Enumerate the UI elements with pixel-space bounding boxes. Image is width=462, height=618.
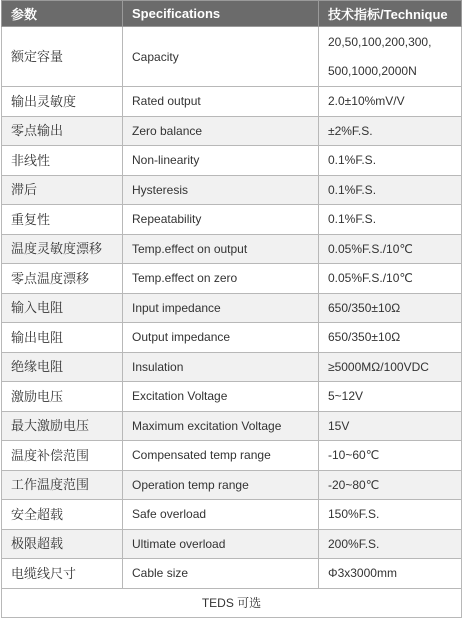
param-cell: 绝缘电阻 [2, 352, 123, 382]
table-row [2, 264, 462, 294]
value-cell: 0.1%F.S. [319, 146, 462, 176]
value-cell: 0.05%F.S./10℃ [319, 234, 462, 264]
value-cell: ≥5000MΩ/100VDC [319, 352, 462, 382]
spec-cell: Capacity [123, 27, 319, 87]
spec-cell: Zero balance [123, 116, 319, 146]
table-row [2, 500, 462, 530]
table-row [2, 323, 462, 353]
spec-cell: Hysteresis [123, 175, 319, 205]
value-cell: 650/350±10Ω [319, 293, 462, 323]
param-cell: 电缆线尺寸 [2, 559, 123, 589]
spec-cell: Temp.effect on zero [123, 264, 319, 294]
value-cell: 0.1%F.S. [319, 205, 462, 235]
param-cell: 额定容量 [2, 27, 123, 87]
spec-cell: Temp.effect on output [123, 234, 319, 264]
table-row [2, 293, 462, 323]
spec-cell: Insulation [123, 352, 319, 382]
spec-cell: Repeatability [123, 205, 319, 235]
param-cell: 温度灵敏度漂移 [2, 234, 123, 264]
spec-cell: Cable size [123, 559, 319, 589]
table-row [2, 205, 462, 235]
spec-cell: Operation temp range [123, 470, 319, 500]
param-cell: 极限超载 [2, 529, 123, 559]
value-cell: 5~12V [319, 382, 462, 412]
value-cell: 200%F.S. [319, 529, 462, 559]
param-cell: 零点输出 [2, 116, 123, 146]
table-row [2, 116, 462, 146]
value-line: 500,1000,2000N [328, 63, 417, 78]
value-cell: 15V [319, 411, 462, 441]
value-cell: 150%F.S. [319, 500, 462, 530]
param-cell: 输入电阻 [2, 293, 123, 323]
value-cell [319, 27, 462, 87]
spec-cell: Rated output [123, 87, 319, 117]
header-technique: 技术指标/Technique [319, 1, 462, 27]
param-cell: 安全超载 [2, 500, 123, 530]
param-cell: 输出灵敏度 [2, 87, 123, 117]
spec-cell: Non-linearity [123, 146, 319, 176]
table-row [2, 470, 462, 500]
table-row [2, 352, 462, 382]
value-cell: 650/350±10Ω [319, 323, 462, 353]
table-row [2, 27, 462, 87]
spec-cell: Input impedance [123, 293, 319, 323]
value-cell: 0.1%F.S. [319, 175, 462, 205]
table-row [2, 87, 462, 117]
table-row [2, 146, 462, 176]
header-param: 参数 [2, 1, 123, 27]
header-row [2, 1, 462, 27]
table-row [2, 559, 462, 589]
value-cell: -20~80℃ [319, 470, 462, 500]
param-cell: 最大激励电压 [2, 411, 123, 441]
teds-optional-note: TEDS 可选 [2, 588, 462, 617]
param-cell: 重复性 [2, 205, 123, 235]
header-specifications: Specifications [123, 1, 319, 27]
spec-cell: Ultimate overload [123, 529, 319, 559]
table-row [2, 441, 462, 471]
spec-cell: Maximum excitation Voltage [123, 411, 319, 441]
value-cell: -10~60℃ [319, 441, 462, 471]
table-row [2, 382, 462, 412]
param-cell: 工作温度范围 [2, 470, 123, 500]
value-line: 20,50,100,200,300, [328, 34, 432, 49]
param-cell: 非线性 [2, 146, 123, 176]
spec-cell: Excitation Voltage [123, 382, 319, 412]
value-cell: Φ3x3000mm [319, 559, 462, 589]
table-row [2, 234, 462, 264]
spec-cell: Safe overload [123, 500, 319, 530]
param-cell: 滞后 [2, 175, 123, 205]
param-cell: 激励电压 [2, 382, 123, 412]
value-cell: ±2%F.S. [319, 116, 462, 146]
value-cell: 2.0±10%mV/V [319, 87, 462, 117]
param-cell: 零点温度漂移 [2, 264, 123, 294]
spec-table [1, 0, 462, 618]
param-cell: 温度补偿范围 [2, 441, 123, 471]
param-cell: 输出电阻 [2, 323, 123, 353]
table-row [2, 175, 462, 205]
spec-cell: Output impedance [123, 323, 319, 353]
table-row [2, 529, 462, 559]
value-cell: 0.05%F.S./10℃ [319, 264, 462, 294]
table-row [2, 411, 462, 441]
spec-cell: Compensated temp range [123, 441, 319, 471]
